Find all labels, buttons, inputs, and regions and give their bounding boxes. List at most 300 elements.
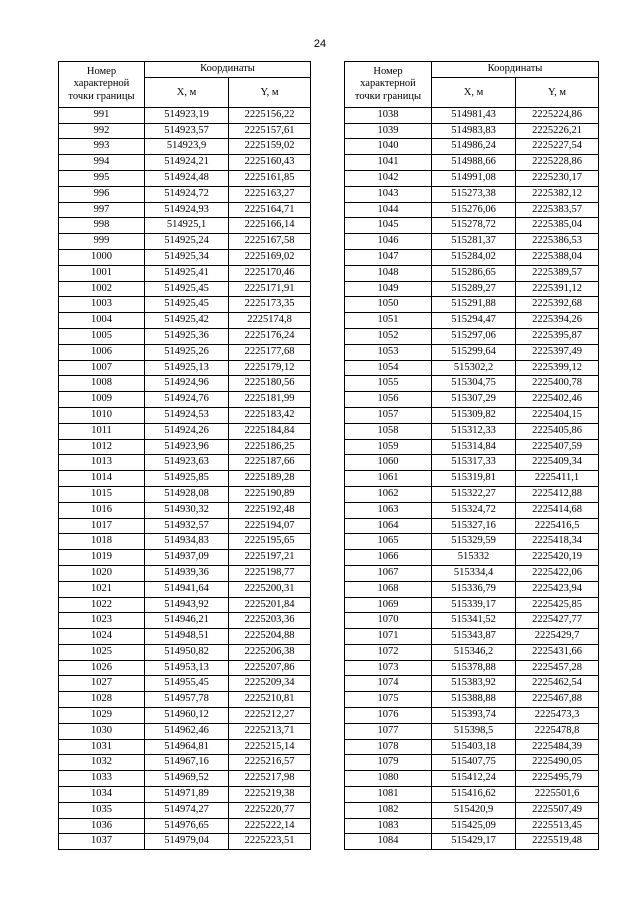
table-row xyxy=(59,170,311,186)
x-coordinate-cell: 514925,45 xyxy=(145,281,229,297)
table-row xyxy=(345,155,599,171)
x-coordinate-cell: 515327,16 xyxy=(432,518,516,534)
x-coordinate-cell: 515416,62 xyxy=(432,787,516,803)
x-coordinate-cell: 515334,4 xyxy=(432,565,516,581)
table-row xyxy=(345,234,599,250)
point-number-cell: 1074 xyxy=(345,676,432,692)
y-coordinate-cell: 2225171,91 xyxy=(229,281,311,297)
point-number-cell: 1017 xyxy=(59,518,145,534)
y-coordinate-cell: 2225203,36 xyxy=(229,613,311,629)
table-row xyxy=(59,834,311,850)
point-number-cell: 1057 xyxy=(345,407,432,423)
x-coordinate-cell: 515307,29 xyxy=(432,392,516,408)
table-row xyxy=(59,107,311,123)
y-coordinate-cell: 2225389,57 xyxy=(516,265,599,281)
table-row xyxy=(59,139,311,155)
y-coordinate-cell: 2225176,24 xyxy=(229,328,311,344)
table-row xyxy=(59,613,311,629)
x-coordinate-cell: 515407,75 xyxy=(432,755,516,771)
point-number-cell: 1044 xyxy=(345,202,432,218)
x-coordinate-cell: 514924,93 xyxy=(145,202,229,218)
x-coordinate-cell: 514988,66 xyxy=(432,155,516,171)
y-header: Y, м xyxy=(229,77,311,107)
point-number-cell: 1029 xyxy=(59,708,145,724)
y-coordinate-cell: 2225156,22 xyxy=(229,107,311,123)
x-coordinate-cell: 515383,92 xyxy=(432,676,516,692)
y-coordinate-cell: 2225382,12 xyxy=(516,186,599,202)
x-coordinate-cell: 514923,57 xyxy=(145,123,229,139)
x-coordinate-cell: 515398,5 xyxy=(432,723,516,739)
table-row xyxy=(345,471,599,487)
table-row xyxy=(345,423,599,439)
y-coordinate-cell: 2225179,12 xyxy=(229,360,311,376)
point-number-cell: 1051 xyxy=(345,313,432,329)
point-number-cell: 1032 xyxy=(59,755,145,771)
x-coordinate-cell: 515297,06 xyxy=(432,328,516,344)
point-number-cell: 1083 xyxy=(345,818,432,834)
x-coordinate-cell: 515339,17 xyxy=(432,597,516,613)
point-number-cell: 1071 xyxy=(345,629,432,645)
table-row xyxy=(59,692,311,708)
table-row xyxy=(345,297,599,313)
x-coordinate-cell: 515403,18 xyxy=(432,739,516,755)
y-coordinate-cell: 2225418,34 xyxy=(516,534,599,550)
y-coordinate-cell: 2225206,38 xyxy=(229,644,311,660)
y-coordinate-cell: 2225422,06 xyxy=(516,565,599,581)
table-row xyxy=(345,202,599,218)
table-row xyxy=(345,676,599,692)
table-row xyxy=(345,502,599,518)
y-coordinate-cell: 2225163,27 xyxy=(229,186,311,202)
table-row xyxy=(59,360,311,376)
table-row xyxy=(345,787,599,803)
table-row xyxy=(59,218,311,234)
point-number-cell: 1054 xyxy=(345,360,432,376)
x-coordinate-cell: 514986,24 xyxy=(432,139,516,155)
table-row xyxy=(59,755,311,771)
point-number-cell: 1072 xyxy=(345,644,432,660)
table-row xyxy=(59,123,311,139)
point-number-cell: 1009 xyxy=(59,392,145,408)
table-row xyxy=(345,392,599,408)
point-number-cell: 1013 xyxy=(59,455,145,471)
y-coordinate-cell: 2225201,84 xyxy=(229,597,311,613)
y-coordinate-cell: 2225216,57 xyxy=(229,755,311,771)
y-coordinate-cell: 2225397,49 xyxy=(516,344,599,360)
point-number-cell: 1031 xyxy=(59,739,145,755)
table-row xyxy=(59,534,311,550)
x-coordinate-cell: 515314,84 xyxy=(432,439,516,455)
point-number-cell: 1081 xyxy=(345,787,432,803)
x-coordinate-cell: 514943,92 xyxy=(145,597,229,613)
x-coordinate-cell: 514924,48 xyxy=(145,170,229,186)
y-coordinate-cell: 2225462,54 xyxy=(516,676,599,692)
x-coordinate-cell: 514924,21 xyxy=(145,155,229,171)
x-coordinate-cell: 514969,52 xyxy=(145,771,229,787)
x-coordinate-cell: 514948,51 xyxy=(145,629,229,645)
y-coordinate-cell: 2225223,51 xyxy=(229,834,311,850)
table-row xyxy=(59,297,311,313)
x-coordinate-cell: 514924,53 xyxy=(145,407,229,423)
point-number-cell: 1060 xyxy=(345,455,432,471)
x-coordinate-cell: 515284,02 xyxy=(432,249,516,265)
y-coordinate-cell: 2225519,48 xyxy=(516,834,599,850)
table-row xyxy=(345,313,599,329)
point-number-cell: 1000 xyxy=(59,249,145,265)
y-coordinate-cell: 2225409,34 xyxy=(516,455,599,471)
x-coordinate-cell: 515286,65 xyxy=(432,265,516,281)
y-coordinate-cell: 2225181,99 xyxy=(229,392,311,408)
y-coordinate-cell: 2225473,3 xyxy=(516,708,599,724)
table-row xyxy=(59,644,311,660)
table-row xyxy=(345,739,599,755)
y-coordinate-cell: 2225404,15 xyxy=(516,407,599,423)
y-coordinate-cell: 2225192,48 xyxy=(229,502,311,518)
table-row xyxy=(59,818,311,834)
point-number-cell: 1080 xyxy=(345,771,432,787)
table-row xyxy=(59,328,311,344)
x-coordinate-cell: 515412,24 xyxy=(432,771,516,787)
table-row xyxy=(345,376,599,392)
y-coordinate-cell: 2225386,53 xyxy=(516,234,599,250)
y-coordinate-cell: 2225425,85 xyxy=(516,597,599,613)
point-number-cell: 1061 xyxy=(345,471,432,487)
x-coordinate-cell: 514925,34 xyxy=(145,249,229,265)
y-coordinate-cell: 2225402,46 xyxy=(516,392,599,408)
point-number-cell: 1059 xyxy=(345,439,432,455)
coordinates-table-left xyxy=(58,61,311,850)
point-number-cell: 1066 xyxy=(345,550,432,566)
y-coordinate-cell: 2225400,78 xyxy=(516,376,599,392)
x-coordinate-cell: 514928,08 xyxy=(145,486,229,502)
point-number-cell: 1084 xyxy=(345,834,432,850)
table-row xyxy=(345,360,599,376)
x-coordinate-cell: 515343,87 xyxy=(432,629,516,645)
x-coordinate-cell: 514971,89 xyxy=(145,787,229,803)
y-coordinate-cell: 2225467,88 xyxy=(516,692,599,708)
table-row xyxy=(59,281,311,297)
y-coordinate-cell: 2225207,86 xyxy=(229,660,311,676)
x-coordinate-cell: 514946,21 xyxy=(145,613,229,629)
y-coordinate-cell: 2225220,77 xyxy=(229,802,311,818)
x-coordinate-cell: 515302,2 xyxy=(432,360,516,376)
y-coordinate-cell: 2225195,65 xyxy=(229,534,311,550)
table-row xyxy=(345,344,599,360)
x-coordinate-cell: 514924,76 xyxy=(145,392,229,408)
y-coordinate-cell: 2225423,94 xyxy=(516,581,599,597)
x-coordinate-cell: 514960,12 xyxy=(145,708,229,724)
point-number-header-line1: Номер xyxy=(86,65,117,77)
point-number-cell: 1024 xyxy=(59,629,145,645)
y-coordinate-cell: 2225200,31 xyxy=(229,581,311,597)
table-row xyxy=(59,423,311,439)
point-number-cell: 1008 xyxy=(59,376,145,392)
point-number-cell: 1037 xyxy=(59,834,145,850)
point-number-cell: 1010 xyxy=(59,407,145,423)
x-coordinate-cell: 514925,36 xyxy=(145,328,229,344)
x-coordinate-cell: 514925,42 xyxy=(145,313,229,329)
table-row xyxy=(59,629,311,645)
point-number-cell: 1043 xyxy=(345,186,432,202)
y-coordinate-cell: 2225399,12 xyxy=(516,360,599,376)
y-coordinate-cell: 2225180,56 xyxy=(229,376,311,392)
point-number-cell: 1001 xyxy=(59,265,145,281)
point-number-cell: 1036 xyxy=(59,818,145,834)
y-coordinate-cell: 2225429,7 xyxy=(516,629,599,645)
point-number-cell: 992 xyxy=(59,123,145,139)
x-coordinate-cell: 514930,32 xyxy=(145,502,229,518)
point-number-cell: 997 xyxy=(59,202,145,218)
x-coordinate-cell: 514979,04 xyxy=(145,834,229,850)
x-coordinate-cell: 514934,83 xyxy=(145,534,229,550)
x-coordinate-cell: 515378,88 xyxy=(432,660,516,676)
table-row xyxy=(59,407,311,423)
point-number-cell: 1050 xyxy=(345,297,432,313)
table-row xyxy=(59,186,311,202)
table-row xyxy=(345,328,599,344)
table-row xyxy=(345,755,599,771)
table-row xyxy=(345,834,599,850)
table-row xyxy=(59,486,311,502)
point-number-cell: 1078 xyxy=(345,739,432,755)
y-coordinate-cell: 2225183,42 xyxy=(229,407,311,423)
x-coordinate-cell: 514925,45 xyxy=(145,297,229,313)
point-number-cell: 1027 xyxy=(59,676,145,692)
table-row xyxy=(345,644,599,660)
point-number-cell: 1062 xyxy=(345,486,432,502)
x-coordinate-cell: 514925,13 xyxy=(145,360,229,376)
point-number-cell: 995 xyxy=(59,170,145,186)
point-number-cell: 1026 xyxy=(59,660,145,676)
y-coordinate-cell: 2225484,39 xyxy=(516,739,599,755)
table-row xyxy=(345,218,599,234)
x-coordinate-cell: 514955,45 xyxy=(145,676,229,692)
y-coordinate-cell: 2225217,98 xyxy=(229,771,311,787)
coordinates-header: Координаты xyxy=(145,62,311,78)
y-coordinate-cell: 2225215,14 xyxy=(229,739,311,755)
x-coordinate-cell: 514974,27 xyxy=(145,802,229,818)
x-coordinate-cell: 514983,83 xyxy=(432,123,516,139)
table-row xyxy=(345,486,599,502)
table-row xyxy=(345,818,599,834)
x-coordinate-cell: 514941,64 xyxy=(145,581,229,597)
table-row xyxy=(59,723,311,739)
table-row xyxy=(59,202,311,218)
point-number-cell: 1070 xyxy=(345,613,432,629)
point-number-cell: 1053 xyxy=(345,344,432,360)
x-coordinate-cell: 514950,82 xyxy=(145,644,229,660)
point-number-cell: 1069 xyxy=(345,597,432,613)
table-row xyxy=(345,660,599,676)
table-row xyxy=(59,439,311,455)
x-coordinate-cell: 515420,9 xyxy=(432,802,516,818)
x-coordinate-cell: 514923,96 xyxy=(145,439,229,455)
y-coordinate-cell: 2225507,49 xyxy=(516,802,599,818)
y-coordinate-cell: 2225420,19 xyxy=(516,550,599,566)
y-coordinate-cell: 2225228,86 xyxy=(516,155,599,171)
point-number-cell: 1014 xyxy=(59,471,145,487)
table-row xyxy=(345,455,599,471)
point-number-header-line3: точки границы xyxy=(354,90,422,102)
point-number-cell: 1003 xyxy=(59,297,145,313)
x-coordinate-cell: 514924,96 xyxy=(145,376,229,392)
x-coordinate-cell: 515291,88 xyxy=(432,297,516,313)
table-row xyxy=(59,344,311,360)
x-coordinate-cell: 514939,36 xyxy=(145,565,229,581)
y-coordinate-cell: 2225164,71 xyxy=(229,202,311,218)
point-number-cell: 1034 xyxy=(59,787,145,803)
y-coordinate-cell: 2225391,12 xyxy=(516,281,599,297)
point-number-header xyxy=(59,62,145,108)
x-header: X, м xyxy=(145,77,229,107)
table-row xyxy=(59,550,311,566)
y-coordinate-cell: 2225427,77 xyxy=(516,613,599,629)
y-coordinate-cell: 2225405,86 xyxy=(516,423,599,439)
point-number-cell: 1016 xyxy=(59,502,145,518)
x-coordinate-cell: 514925,85 xyxy=(145,471,229,487)
point-number-cell: 1004 xyxy=(59,313,145,329)
y-coordinate-cell: 2225186,25 xyxy=(229,439,311,455)
point-number-header xyxy=(345,62,432,108)
point-number-header-line2: характерной xyxy=(360,78,416,90)
table-row xyxy=(345,692,599,708)
y-coordinate-cell: 2225161,85 xyxy=(229,170,311,186)
point-number-cell: 1035 xyxy=(59,802,145,818)
table-row xyxy=(345,802,599,818)
y-coordinate-cell: 2225190,89 xyxy=(229,486,311,502)
point-number-cell: 1049 xyxy=(345,281,432,297)
point-number-cell: 991 xyxy=(59,107,145,123)
x-coordinate-cell: 515324,72 xyxy=(432,502,516,518)
point-number-cell: 1048 xyxy=(345,265,432,281)
y-coordinate-cell: 2225388,04 xyxy=(516,249,599,265)
y-coordinate-cell: 2225226,21 xyxy=(516,123,599,139)
x-coordinate-cell: 515312,33 xyxy=(432,423,516,439)
x-coordinate-cell: 514962,46 xyxy=(145,723,229,739)
point-number-cell: 1047 xyxy=(345,249,432,265)
point-number-cell: 1077 xyxy=(345,723,432,739)
table-row xyxy=(345,186,599,202)
x-coordinate-cell: 514964,81 xyxy=(145,739,229,755)
x-coordinate-cell: 514924,26 xyxy=(145,423,229,439)
y-coordinate-cell: 2225167,58 xyxy=(229,234,311,250)
x-coordinate-cell: 514981,43 xyxy=(432,107,516,123)
table-row xyxy=(59,376,311,392)
point-number-cell: 1038 xyxy=(345,107,432,123)
x-header: X, м xyxy=(432,77,516,107)
x-coordinate-cell: 515299,64 xyxy=(432,344,516,360)
point-number-cell: 994 xyxy=(59,155,145,171)
point-number-cell: 1011 xyxy=(59,423,145,439)
y-coordinate-cell: 2225184,84 xyxy=(229,423,311,439)
point-number-cell: 1002 xyxy=(59,281,145,297)
x-coordinate-cell: 514937,09 xyxy=(145,550,229,566)
point-number-cell: 1056 xyxy=(345,392,432,408)
y-coordinate-cell: 2225224,86 xyxy=(516,107,599,123)
y-coordinate-cell: 2225412,88 xyxy=(516,486,599,502)
coordinates-table-body-right xyxy=(345,107,599,849)
y-coordinate-cell: 2225169,02 xyxy=(229,249,311,265)
x-coordinate-cell: 515322,27 xyxy=(432,486,516,502)
point-number-cell: 1015 xyxy=(59,486,145,502)
x-coordinate-cell: 514925,24 xyxy=(145,234,229,250)
y-coordinate-cell: 2225230,17 xyxy=(516,170,599,186)
coordinates-header: Координаты xyxy=(432,62,599,78)
x-coordinate-cell: 514923,63 xyxy=(145,455,229,471)
point-number-cell: 1041 xyxy=(345,155,432,171)
y-coordinate-cell: 2225166,14 xyxy=(229,218,311,234)
table-row xyxy=(345,771,599,787)
x-coordinate-cell: 514991,08 xyxy=(432,170,516,186)
point-number-header-line3: точки границы xyxy=(68,90,135,102)
table-row xyxy=(59,708,311,724)
point-number-cell: 1021 xyxy=(59,581,145,597)
y-coordinate-cell: 2225194,07 xyxy=(229,518,311,534)
table-row xyxy=(345,265,599,281)
y-coordinate-cell: 2225157,61 xyxy=(229,123,311,139)
y-coordinate-cell: 2225395,87 xyxy=(516,328,599,344)
table-row xyxy=(59,787,311,803)
table-row xyxy=(59,455,311,471)
point-number-cell: 1018 xyxy=(59,534,145,550)
x-coordinate-cell: 514923,19 xyxy=(145,107,229,123)
y-coordinate-cell: 2225177,68 xyxy=(229,344,311,360)
y-coordinate-cell: 2225411,1 xyxy=(516,471,599,487)
x-coordinate-cell: 515429,17 xyxy=(432,834,516,850)
x-coordinate-cell: 515278,72 xyxy=(432,218,516,234)
table-row xyxy=(345,581,599,597)
table-row xyxy=(59,313,311,329)
x-coordinate-cell: 515336,79 xyxy=(432,581,516,597)
table-row xyxy=(345,249,599,265)
y-coordinate-cell: 2225160,43 xyxy=(229,155,311,171)
point-number-cell: 1067 xyxy=(345,565,432,581)
y-coordinate-cell: 2225478,8 xyxy=(516,723,599,739)
y-coordinate-cell: 2225173,35 xyxy=(229,297,311,313)
table-row xyxy=(59,660,311,676)
y-coordinate-cell: 2225187,66 xyxy=(229,455,311,471)
x-coordinate-cell: 515332 xyxy=(432,550,516,566)
x-coordinate-cell: 514957,78 xyxy=(145,692,229,708)
x-coordinate-cell: 514924,72 xyxy=(145,186,229,202)
point-number-cell: 998 xyxy=(59,218,145,234)
point-number-cell: 1046 xyxy=(345,234,432,250)
x-coordinate-cell: 514953,13 xyxy=(145,660,229,676)
y-coordinate-cell: 2225212,27 xyxy=(229,708,311,724)
point-number-cell: 1042 xyxy=(345,170,432,186)
x-coordinate-cell: 515289,27 xyxy=(432,281,516,297)
table-row xyxy=(59,234,311,250)
table-row xyxy=(59,518,311,534)
page-number: 24 xyxy=(313,38,327,50)
x-coordinate-cell: 514976,65 xyxy=(145,818,229,834)
y-coordinate-cell: 2225385,04 xyxy=(516,218,599,234)
x-coordinate-cell: 514923,9 xyxy=(145,139,229,155)
x-coordinate-cell: 515346,2 xyxy=(432,644,516,660)
y-coordinate-cell: 2225222,14 xyxy=(229,818,311,834)
x-coordinate-cell: 515281,37 xyxy=(432,234,516,250)
x-coordinate-cell: 515388,88 xyxy=(432,692,516,708)
table-row xyxy=(345,565,599,581)
table-row xyxy=(59,471,311,487)
x-coordinate-cell: 514925,41 xyxy=(145,265,229,281)
table-row xyxy=(59,802,311,818)
point-number-cell: 1039 xyxy=(345,123,432,139)
point-number-cell: 1023 xyxy=(59,613,145,629)
y-coordinate-cell: 2225213,71 xyxy=(229,723,311,739)
table-row xyxy=(345,708,599,724)
y-coordinate-cell: 2225383,57 xyxy=(516,202,599,218)
